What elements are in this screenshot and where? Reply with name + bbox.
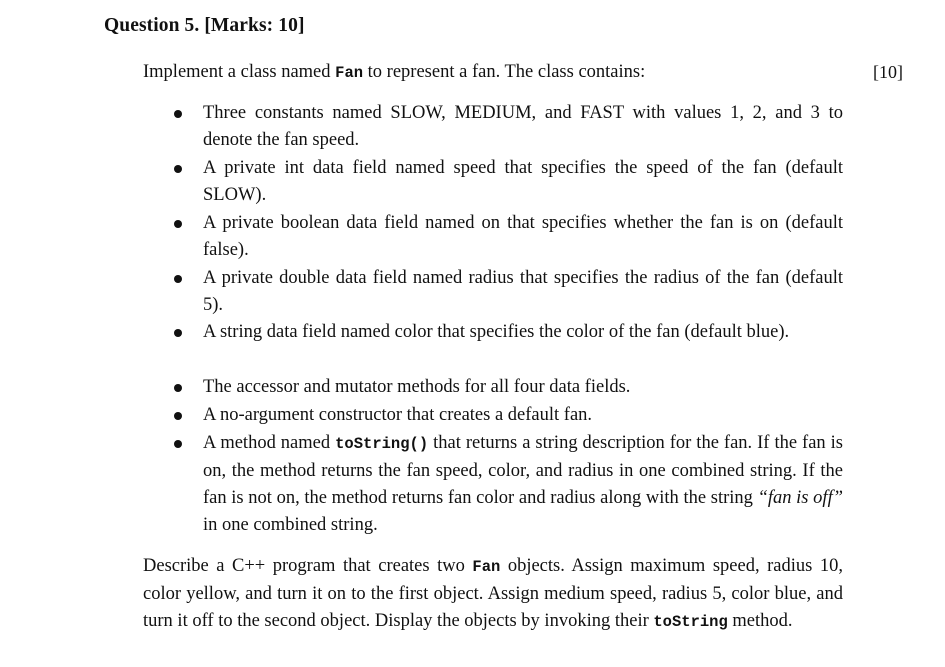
item-text-middle: that returns a string description for the fan. If the fan is on, the method returns the fan speed, color, and radius in one combined string. If the fan is not on, the method returns fan color and radius along with the string [203, 433, 843, 508]
bullet-icon [174, 412, 182, 420]
closing-text-before: Describe a C++ program that creates two [143, 556, 473, 576]
bullet-icon [174, 110, 182, 118]
closing-method-name: toString [653, 613, 728, 631]
list-item-tostring [203, 430, 843, 539]
intro-text-before: Implement a class named [143, 62, 336, 82]
intro-class-name: Fan [335, 64, 364, 82]
list-item: A private double data field named radius that specifies the radius of the fan (default 5). [203, 268, 843, 315]
closing-text-middle: objects. Assign maximum speed, radius 10, color yellow, and turn it on to the first object. Assign medium speed, radius 5, color blue, and turn it off to the second object. Display the objects by invoking their [143, 556, 843, 631]
closing-paragraph [143, 553, 843, 636]
list-item: A private boolean data field named on that specifies whether the fan is on (default false). [203, 213, 843, 260]
bullet-icon [174, 384, 182, 392]
bullet-icon [174, 440, 182, 448]
list-item: A no-argument constructor that creates a default fan. [203, 405, 593, 425]
marks-label: [10] [873, 62, 903, 82]
item-quote: “fan is off” [757, 488, 843, 508]
bullet-icon [174, 220, 182, 228]
list-item: A private int data field named speed that specifies the speed of the fan (default SLOW). [203, 158, 843, 205]
item-text-before: A method named [203, 433, 336, 453]
item-text-after: in one combined string. [203, 515, 378, 535]
list-item: A string data field named color that specifies the color of the fan (default blue). [203, 322, 790, 342]
intro-text-after: to represent a fan. The class contains: [363, 62, 646, 82]
closing-class-name: Fan [472, 558, 501, 576]
bullet-icon [174, 329, 182, 337]
list-item: Three constants named SLOW, MEDIUM, and FAST with values 1, 2, and 3 to denote the fan speed. [203, 103, 843, 150]
bullet-icon [174, 165, 182, 173]
bullet-icon [174, 275, 182, 283]
list-item: The accessor and mutator methods for all four data fields. [203, 377, 631, 397]
intro-paragraph [143, 62, 843, 83]
method-name: toString() [335, 435, 429, 453]
question-heading: Question 5. [Marks: 10] [104, 15, 305, 36]
closing-text-after: method. [727, 611, 793, 631]
